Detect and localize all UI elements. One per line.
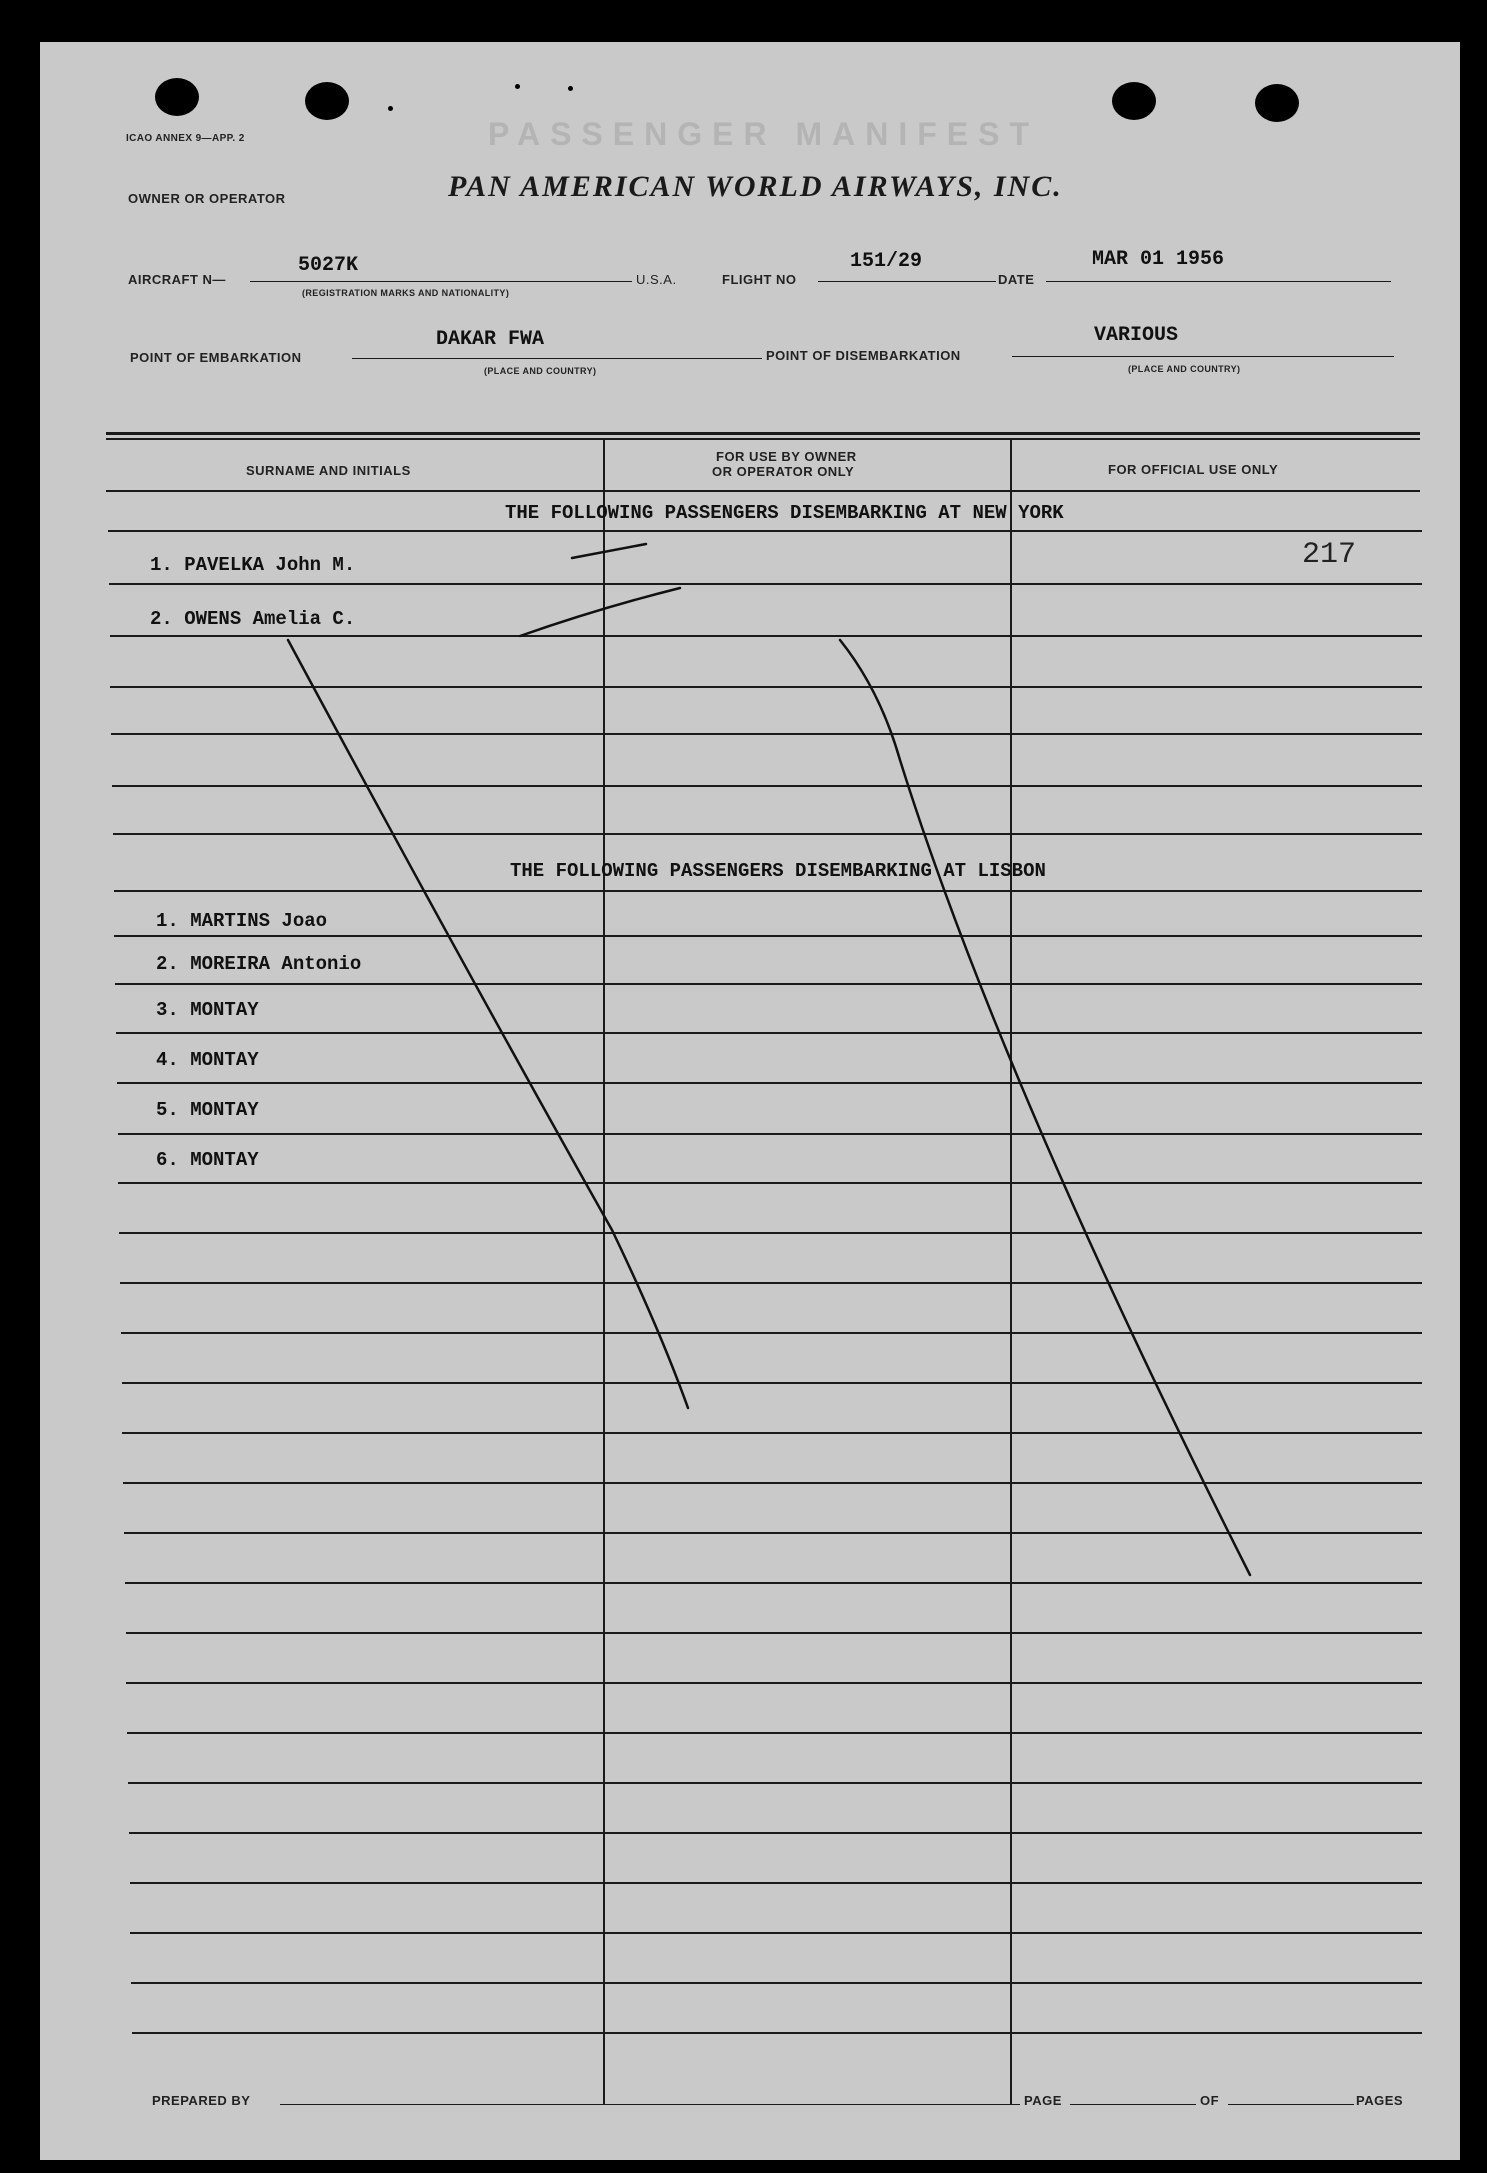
faded-form-title: PASSENGER MANIFEST <box>488 116 1039 152</box>
pen-stroke <box>520 588 680 636</box>
column-header-owner-use: OR OPERATOR ONLY <box>712 464 855 479</box>
passenger-entry: 2. MOREIRA Antonio <box>156 953 362 975</box>
disembark-value: VARIOUS <box>1094 324 1179 347</box>
prepared-by-line <box>280 2104 1020 2105</box>
column-header-surname: SURNAME AND INITIALS <box>246 463 411 478</box>
passenger-entry: 3. MONTAY <box>156 999 259 1021</box>
page-line <box>1070 2104 1196 2105</box>
passenger-entry: 4. MONTAY <box>156 1049 259 1071</box>
aircraft-label: AIRCRAFT N— <box>128 272 226 287</box>
embark-label: POINT OF EMBARKATION <box>130 350 302 365</box>
disembark-caption: (PLACE AND COUNTRY) <box>1128 364 1241 374</box>
aircraft-value: 5027K <box>298 254 359 277</box>
flight-label: FLIGHT NO <box>722 272 797 287</box>
official-number: 217 <box>1302 538 1357 572</box>
passenger-entry: 1. PAVELKA John M. <box>150 554 356 576</box>
of-label: OF <box>1200 2093 1220 2108</box>
passenger-entry: 1. MARTINS Joao <box>156 910 328 932</box>
airline-name: PAN AMERICAN WORLD AIRWAYS, INC. <box>448 170 1063 203</box>
column-header-owner-use: FOR USE BY OWNER <box>716 449 857 464</box>
passenger-entry: 2. OWENS Amelia C. <box>150 608 356 630</box>
passenger-entry: 6. MONTAY <box>156 1149 259 1171</box>
passenger-entry: 5. MONTAY <box>156 1099 259 1121</box>
embark-caption: (PLACE AND COUNTRY) <box>484 366 597 376</box>
column-header-official: FOR OFFICIAL USE ONLY <box>1108 462 1279 477</box>
flight-value: 151/29 <box>850 250 923 273</box>
date-label: DATE <box>998 272 1035 287</box>
pen-stroke <box>840 640 1250 1575</box>
of-line <box>1228 2104 1354 2105</box>
registration-caption: (REGISTRATION MARKS AND NATIONALITY) <box>302 288 510 298</box>
annex-reference: ICAO ANNEX 9—APP. 2 <box>126 133 245 144</box>
owner-label: OWNER OR OPERATOR <box>128 191 286 206</box>
usa-label: U.S.A. <box>636 272 677 287</box>
pen-stroke <box>288 640 688 1408</box>
disembark-label: POINT OF DISEMBARKATION <box>766 348 961 363</box>
date-value: MAR 01 1956 <box>1092 248 1225 271</box>
pages-label: PAGES <box>1356 2093 1404 2108</box>
section-heading: THE FOLLOWING PASSENGERS DISEMBARKING AT LISBON <box>510 860 1046 882</box>
embark-value: DAKAR FWA <box>436 328 545 351</box>
pen-stroke <box>572 544 646 558</box>
section-heading: THE FOLLOWING PASSENGERS DISEMBARKING AT NEW YORK <box>505 502 1064 524</box>
page-label: PAGE <box>1024 2093 1062 2108</box>
prepared-by-label: PREPARED BY <box>152 2093 251 2108</box>
